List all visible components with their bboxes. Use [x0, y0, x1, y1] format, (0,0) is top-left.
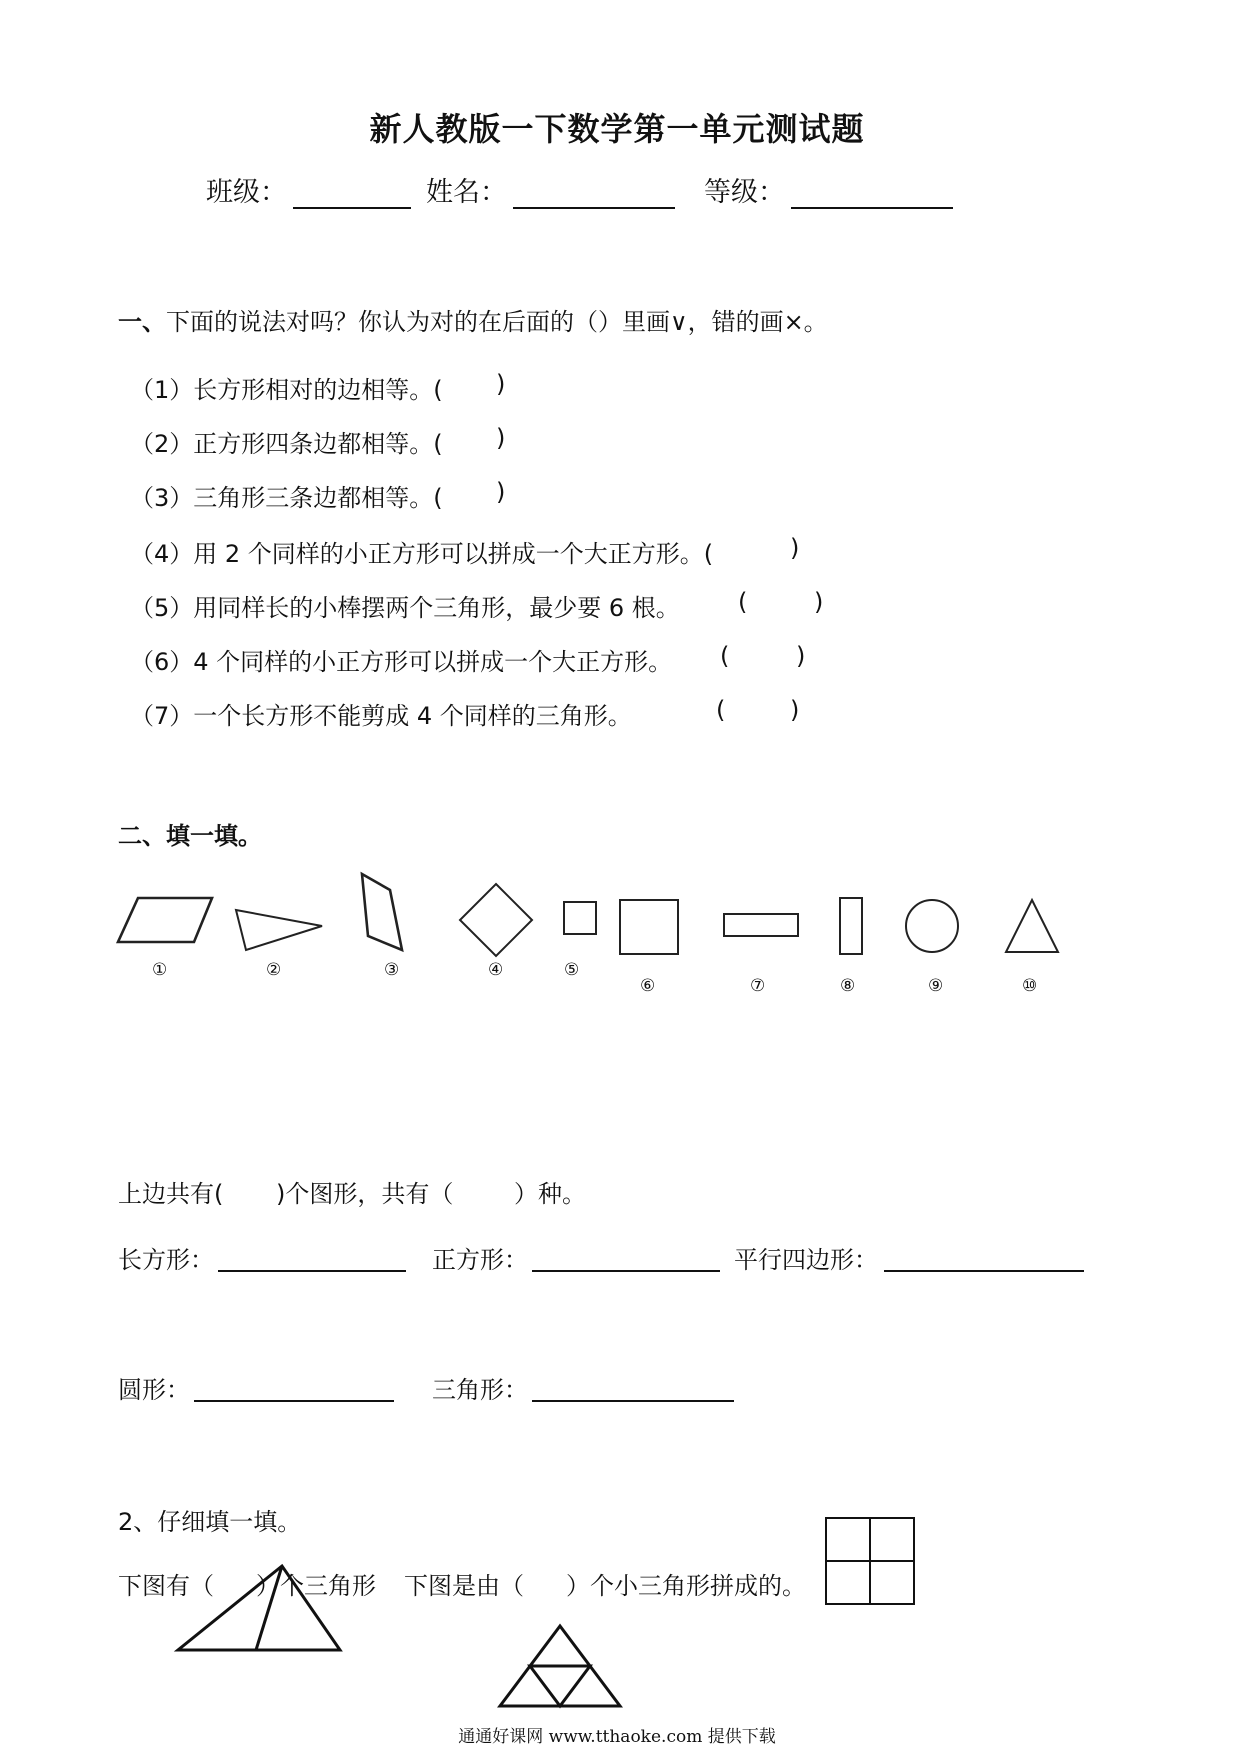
shape-number-3: ③: [384, 960, 400, 980]
answer-paren-2[interactable]: ): [496, 424, 506, 452]
answer-paren-4[interactable]: ): [790, 534, 800, 562]
parallelogram-answer-line[interactable]: [884, 1270, 1084, 1272]
statement-6: （6）4 个同样的小正方形可以拼成一个大正方形。: [130, 648, 673, 676]
square-label: 正方形：: [432, 1246, 528, 1274]
section1-number: 一、: [118, 308, 166, 336]
answer-close-6[interactable]: ): [796, 642, 806, 670]
square-answer-line[interactable]: [532, 1270, 720, 1272]
section2-heading: 二、填一填。: [118, 822, 262, 850]
answer-open-6[interactable]: (: [720, 642, 730, 670]
sub2-q2-part2: ）个小三角形拼成的。: [566, 1572, 806, 1600]
shape-number-4: ④: [488, 960, 504, 980]
count-question-part2: )个图形，共有（: [276, 1180, 454, 1208]
shape-9-circle: [906, 900, 958, 952]
shape-1-parallelogram: [118, 898, 212, 942]
shape-number-5: ⑤: [564, 960, 580, 980]
answer-open-7[interactable]: (: [716, 696, 726, 724]
shape-8-rectangle: [840, 898, 862, 954]
answer-paren-1[interactable]: ): [496, 370, 506, 398]
answer-close-5[interactable]: ): [814, 588, 824, 616]
sub2-q1-part2: ）个三角形: [256, 1572, 376, 1600]
statement-1: （1）长方形相对的边相等。(: [130, 376, 443, 404]
sub2-q1-part1: 下图有（: [118, 1572, 214, 1600]
circle-label: 圆形：: [118, 1376, 190, 1404]
shape-5-square: [564, 902, 596, 934]
shape-number-9: ⑨: [928, 976, 944, 996]
grade-label: 等级：: [704, 177, 785, 208]
statement-3: （3）三角形三条边都相等。(: [130, 484, 443, 512]
shape-3-parallelogram: [362, 874, 402, 950]
statement-4: （4）用 2 个同样的小正方形可以拼成一个大正方形。(: [130, 540, 714, 568]
statement-5: （5）用同样长的小棒摆两个三角形，最少要 6 根。: [130, 594, 680, 622]
shape-10-triangle: [1006, 900, 1058, 952]
circle-answer-line[interactable]: [194, 1400, 394, 1402]
page-title: 新人教版一下数学第一单元测试题: [369, 110, 865, 148]
sub2-heading: 2、仔细填一填。: [118, 1508, 302, 1536]
class-label: 班级：: [206, 177, 287, 208]
triangle-answer-line[interactable]: [532, 1400, 734, 1402]
shape-7-rectangle: [724, 914, 798, 936]
shape-number-6: ⑥: [640, 976, 656, 996]
parallelogram-label: 平行四边形：: [734, 1246, 878, 1274]
statement-7: （7）一个长方形不能剪成 4 个同样的三角形。: [130, 702, 632, 730]
shape-number-7: ⑦: [750, 976, 766, 996]
count-question-part3: ）种。: [514, 1180, 586, 1208]
rectangle-label: 长方形：: [118, 1246, 214, 1274]
shape-4-rhombus: [460, 884, 532, 956]
shape-number-2: ②: [266, 960, 282, 980]
name-label: 姓名：: [426, 177, 507, 208]
section1-instruction: 下面的说法对吗？你认为对的在后面的（）里画∨，错的画×。: [166, 308, 828, 336]
shape-number-1: ①: [152, 960, 168, 980]
answer-paren-3[interactable]: ): [496, 478, 506, 506]
statement-2: （2）正方形四条边都相等。(: [130, 430, 443, 458]
big-triangle-inner: [530, 1666, 590, 1706]
footer-note: 通通好课网 www.tthaoke.com 提供下载: [458, 1727, 776, 1747]
shape-6-square: [620, 900, 678, 954]
sub2-q2-part1: 下图是由（: [404, 1572, 524, 1600]
answer-close-7[interactable]: ): [790, 696, 800, 724]
answer-open-5[interactable]: (: [738, 588, 748, 616]
shape-2-triangle: [236, 910, 322, 950]
shape-number-8: ⑧: [840, 976, 856, 996]
rectangle-answer-line[interactable]: [218, 1270, 406, 1272]
triangle-label: 三角形：: [432, 1376, 528, 1404]
count-question-part1: 上边共有(: [118, 1180, 224, 1208]
shape-number-10: ⑩: [1022, 976, 1038, 996]
